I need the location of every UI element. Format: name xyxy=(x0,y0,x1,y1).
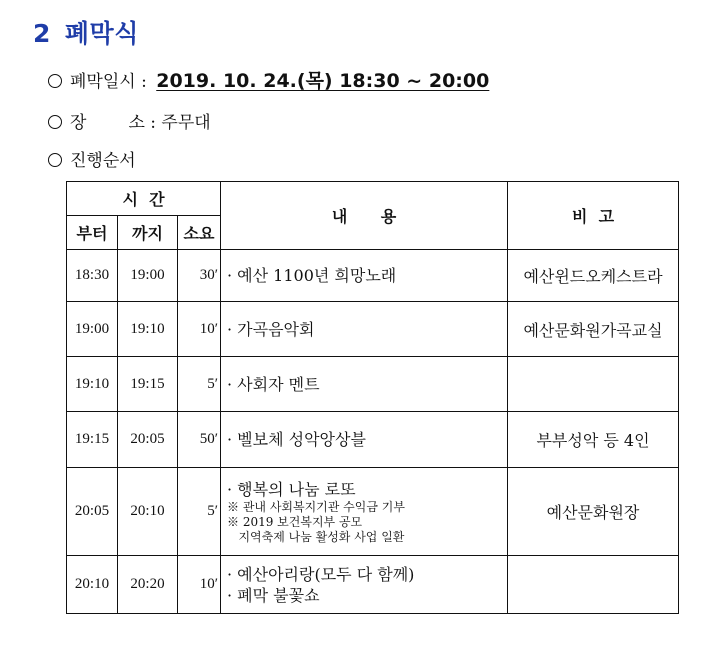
section-number: 2 xyxy=(33,19,51,48)
program-line: · 사회자 멘트 xyxy=(227,374,320,394)
end-time: 19:00 xyxy=(118,250,178,302)
section-title-text: 폐막식 xyxy=(64,19,139,48)
end-time: 20:10 xyxy=(118,468,178,556)
program-line: · 폐막 불꽃쇼 xyxy=(227,585,320,605)
start-time: 18:30 xyxy=(67,250,118,302)
closing-label: 폐막일시 : xyxy=(70,72,147,92)
section-title xyxy=(33,14,139,50)
start-time: 19:10 xyxy=(67,357,118,412)
remark: 예산윈드오케스트라 xyxy=(508,250,679,302)
duration: 50′ xyxy=(178,412,221,468)
duration: 5′ xyxy=(178,468,221,556)
place-label-a: 장 xyxy=(70,113,87,133)
circle-bullet-icon xyxy=(48,115,62,129)
remark xyxy=(508,357,679,412)
program-line: · 가곡음악회 xyxy=(227,319,315,339)
program-content xyxy=(221,302,508,357)
duration: 30′ xyxy=(178,250,221,302)
table-row xyxy=(67,412,679,468)
start-time: 19:15 xyxy=(67,412,118,468)
program-line: · 예산아리랑(모두 다 함께) xyxy=(227,564,415,584)
order-label: 진행순서 xyxy=(70,151,136,171)
table-row xyxy=(67,357,679,412)
duration: 10′ xyxy=(178,302,221,357)
start-time: 20:10 xyxy=(67,556,118,614)
header-remark: 비 고 xyxy=(508,182,679,250)
program-note: 지역축제 나눔 활성화 사업 일환 xyxy=(227,529,405,544)
header-row-top xyxy=(67,182,679,216)
start-time: 19:00 xyxy=(67,302,118,357)
table-row xyxy=(67,250,679,302)
circle-bullet-icon xyxy=(48,74,62,88)
remark: 예산문화원장 xyxy=(508,468,679,556)
order-line xyxy=(48,146,136,171)
program-line: · 예산 1100년 희망노래 xyxy=(227,266,397,285)
closing-datetime-line xyxy=(48,66,489,93)
place-label-b: 소 : xyxy=(128,113,156,133)
place-value: 주무대 xyxy=(161,113,211,133)
schedule-table xyxy=(66,181,679,614)
closing-datetime: 2019. 10. 24.(목) 18:30 ~ 20:00 xyxy=(156,70,490,92)
header-duration: 소요 xyxy=(178,216,221,250)
program-content xyxy=(221,357,508,412)
duration: 10′ xyxy=(178,556,221,614)
duration: 5′ xyxy=(178,357,221,412)
end-time: 20:20 xyxy=(118,556,178,614)
header-content: 내 용 xyxy=(221,182,508,250)
end-time: 19:10 xyxy=(118,302,178,357)
place-line xyxy=(48,108,211,133)
remark: 부부성악 등 4인 xyxy=(508,412,679,468)
table-row xyxy=(67,556,679,614)
program-content xyxy=(221,556,508,614)
program-content xyxy=(221,250,508,302)
program-content xyxy=(221,468,508,556)
program-line: · 행복의 나눔 로또 xyxy=(227,479,356,499)
header-from: 부터 xyxy=(67,216,118,250)
header-time: 시 간 xyxy=(67,182,221,216)
table-row xyxy=(67,302,679,357)
header-to: 까지 xyxy=(118,216,178,250)
program-note: ※ 관내 사회복지기관 수익금 기부 xyxy=(227,499,405,514)
remark xyxy=(508,556,679,614)
start-time: 20:05 xyxy=(67,468,118,556)
program-line: · 벨보체 성악앙상블 xyxy=(227,430,366,449)
program-content xyxy=(221,412,508,468)
table-row xyxy=(67,468,679,556)
end-time: 20:05 xyxy=(118,412,178,468)
end-time: 19:15 xyxy=(118,357,178,412)
remark: 예산문화원가곡교실 xyxy=(508,302,679,357)
program-note: ※ 2019 보건복지부 공모 xyxy=(227,514,363,529)
circle-bullet-icon xyxy=(48,153,62,167)
